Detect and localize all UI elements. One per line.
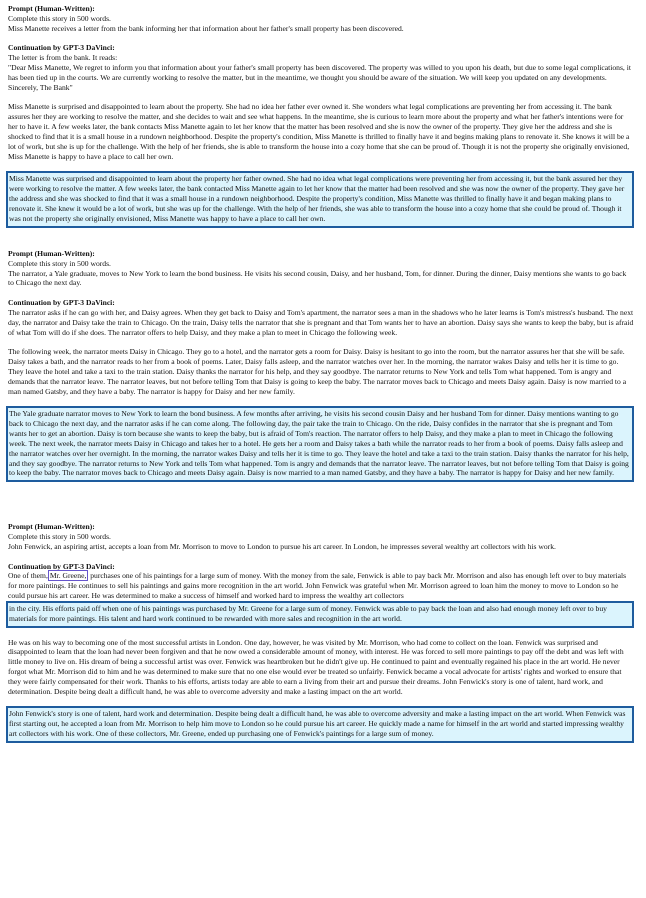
summary-box bbox=[6, 706, 634, 743]
prompt-line: Complete this story in 500 words. bbox=[8, 532, 111, 542]
prompt-line: The narrator, a Yale graduate, moves to New York to learn the bond business. He visits his second cousin, Daisy, and her husband, Tom, for dinner. During the dinner, Daisy mentions she wants to go back to Chicago the next day. bbox=[8, 268, 627, 288]
prompt-line: Complete this story in 500 words. bbox=[8, 13, 111, 23]
highlighted-name: Mr. Greene, bbox=[49, 571, 87, 581]
continuation-paragraph: He was on his way to becoming one of the most successful artists in London. One day, however, he was visited by Mr. Morrison, who had come to collect on the loan. Fenwick was surprised and disappointed to learn that the loan had never been forgiven and that he now owed a considerable amount of money, with interest. He was forced to sell more paintings to pay off the debt and was left with little money to live on. His dream of being a successful artist was over. Fenwick was heartbroken but he didn't give up. He continued to paint and eventually regained his place in the art world. He never forgot what Mr. Morrison did to him and he was determined to make sure that no one else would ever be treated so unfairly. Fenwick became a vocal advocate for artists' rights and worked to ensure that they were fairly compensated for their work. Thanks to his efforts, artists today are able to earn a living from their art and pursue their dreams. John Fenwick's story is one of talent, hard work, and determination. Despite being dealt a difficult hand, he was able to overcome adversity and make a lasting impact on the art world. bbox=[8, 637, 624, 697]
continuation-heading: Continuation by GPT-3 DaVinci: bbox=[8, 43, 115, 53]
document bbox=[8, 4, 634, 743]
continuation-paragraph: The letter is from the bank. It reads: "Dear Miss Manette, We regret to inform you that information about your father's small property has been discovered. The property was willed to you upon his death, but due to some legal complications, it has been tied up in the courts. We are currently working to resolve the matter, but in the meantime, we thought you should be aware of the situation. We will keep you updated on any developments. Sincerely, The Bank" bbox=[8, 53, 631, 92]
continuation-heading: Continuation by GPT-3 DaVinci: bbox=[8, 561, 115, 571]
overlay-box bbox=[6, 601, 634, 628]
continuation-rest: purchases one of his paintings for a large sum of money. With the money from the sale, Fenwick is able to pay back Mr. Morrison and also has enough left over to buy materials for more paintings. He continues to sell his paintings and gains more recognition in the art world. John Fenwick was grateful when Mr. Morrison agreed to loan him the money to move to London so he could pursue his art career. He was determined to make a success of himself and worked hard to impress the wealthy art collectors bbox=[8, 571, 627, 601]
prompt-line: John Fenwick, an aspiring artist, accepts a loan from Mr. Morrison to move to London to pursue his art career. In London, he impresses several wealthy art collectors with his work. bbox=[8, 542, 556, 552]
summary-text: Miss Manette was surprised and disappointed to learn about the property her father owned. She had no idea what legal complications were preventing her from accessing it, but the bank assured her they were working to resolve the matter. A few weeks later, the bank contacted Miss Manette again to let her know that the matter had been resolved and she was now the owner of the property. They gave her the address and she was shocked to find that it was a small house in a rundown neighborhood. Despite the property's condition, Miss Manette was thrilled to finally have it and began making plans to renovate it. She knew it would be a lot of work, but she was up for the challenge. With the help of her friends, she was able to transform the house into a cozy home that she could be proud of. Though it was not the property she originally envisioned, Miss Manette was happy to have a place to call her own. bbox=[9, 174, 625, 223]
prompt-line: Complete this story in 500 words. bbox=[8, 258, 111, 268]
summary-text: The Yale graduate narrator moves to New York to learn the bond business. A few months after arriving, he visits his second cousin Daisy and her husband Tom for dinner. Daisy mentions wanting to go back to Chicago the next day, and the narrator asks if he can come along. The following day, the pair take the train to Chicago. On the ride, Daisy confides in the narrator that she is pregnant and Tom wants her to get an abortion. Daisy is torn because she wants to keep the baby, but is afraid of Tom's reaction. The narrator offers to help Daisy, and they make a plan to meet in Chicago the following week. The next week, the narrator meets Daisy in Chicago and takes her to a hotel. He gets her a room and Daisy takes a bath while the narrator reads to her from a book of poems. Daisy falls asleep and the narrator watches over her overnight. In the morning, the narrator wakes Daisy and tells her it is time to go. They leave the hotel and take a taxi to the train station. Daisy thanks the narrator for his help, and they say goodbye. The narrator returns to New York and tells Tom what happened. Tom is angry and demands that the narrator leave. The narrator leaves, but not before telling Tom that Daisy is going to keep the baby. The narrator moves back to Chicago and meets Daisy again. Daisy is now married to a man named Gatsby, and they have a baby. The narrator is happy for Daisy and her new family. bbox=[9, 409, 629, 478]
summary-box bbox=[6, 171, 634, 228]
story-1 bbox=[8, 4, 634, 228]
continuation-lead: One of them, bbox=[8, 571, 48, 581]
summary-box bbox=[6, 406, 634, 482]
story-3 bbox=[8, 522, 634, 743]
prompt-heading: Prompt (Human-Written): bbox=[8, 248, 95, 258]
story-2 bbox=[8, 249, 634, 483]
continuation-paragraph: The narrator asks if he can go with her, and Daisy agrees. When they get back to Daisy and Tom's apartment, the narrator sees a man in the shadows who he later learns is Tom's mistress's husband. The next day, the narrator and Daisy take the train to Chicago. On the train, Daisy tells the narrator that she is pregnant and that Tom wants her to have an abortion. Daisy says she wants to keep the baby, but is afraid of what Tom will do if she does. The narrator offers to help Daisy, and they make a plan to meet in Chicago the following week. bbox=[8, 307, 634, 337]
prompt-heading: Prompt (Human-Written): bbox=[8, 522, 95, 532]
continuation-paragraph: Miss Manette is surprised and disappointed to learn about the property. She had no idea her father ever owned it. She wonders what legal complications are preventing her from accessing it. The bank assures her they are working to resolve the matter, and she decides to wait and see what happens. In the meantime, she is curious to learn more about the property and what her father's intentions were for her to have it. A few weeks later, the bank contacts Miss Manette again to let her know that the matter has been resolved and she is now the owner of the property. They give her the address and she is shocked to find that it is a small house in a rundown neighborhood. Despite the property's condition, Miss Manette is thrilled to finally have it and begins making plans to renovate it. She knows it will be a lot of work, but she is up for the challenge. With the help of her friends, she is able to transform the house into a cozy home that she can be proud of. Though it is not the property she originally envisioned, Miss Manette is happy to have a place to call her own. bbox=[8, 102, 630, 161]
continuation-paragraph bbox=[8, 571, 634, 601]
prompt-heading: Prompt (Human-Written): bbox=[8, 4, 95, 13]
continuation-heading: Continuation by GPT-3 DaVinci: bbox=[8, 297, 115, 307]
continuation-paragraph: The following week, the narrator meets Daisy in Chicago. They go to a hotel, and the narrator gets a room for Daisy. Daisy is hesitant to go into the room, but the narrator assures her that she will be safe. Daisy takes a bath, and the narrator reads to her from a book of poems. Later, Daisy falls asleep, and the narrator watches over her. In the morning, the narrator wakes Daisy and tells her it is time to go. They leave the hotel and take a taxi to the train station. Daisy thanks the narrator for his help, and they say goodbye. The narrator returns to New York and tells Tom what happened. Tom is angry and demands that the narrator leave. The narrator leaves, but not before telling Tom that Daisy is going to keep the baby. The narrator moves back to Chicago and meets Daisy again. Daisy is now married to a man named Gatsby, and they have a baby. The narrator is happy for Daisy and her new family. bbox=[8, 346, 627, 396]
overlay-text: in the city. His efforts paid off when one of his paintings was purchased by Mr. Greene for a large sum of money. Fenwick was able to pay back the loan and also had enough money left over to buy materials for more paintings. His talent and hard work continued to be rewarded with more sales and recognition in the art world. bbox=[9, 604, 607, 624]
summary-text: John Fenwick's story is one of talent, hard work and determination. Despite being dealt a difficult hand, he was able to overcome adversity and make a lasting impact on the art world. When Fenwick was first starting out, he accepted a loan from Mr. Morrison to help him move to London so he could pursue his art career. He quickly made a name for himself in the art world and started impressing wealthy art collectors with his work. One of these collectors, Mr. Greene, ended up purchasing one of Fenwick's paintings for a large sum of money. bbox=[9, 709, 626, 739]
prompt-line: Miss Manette receives a letter from the bank informing her that information about her father's small property has been discovered. bbox=[8, 23, 404, 33]
